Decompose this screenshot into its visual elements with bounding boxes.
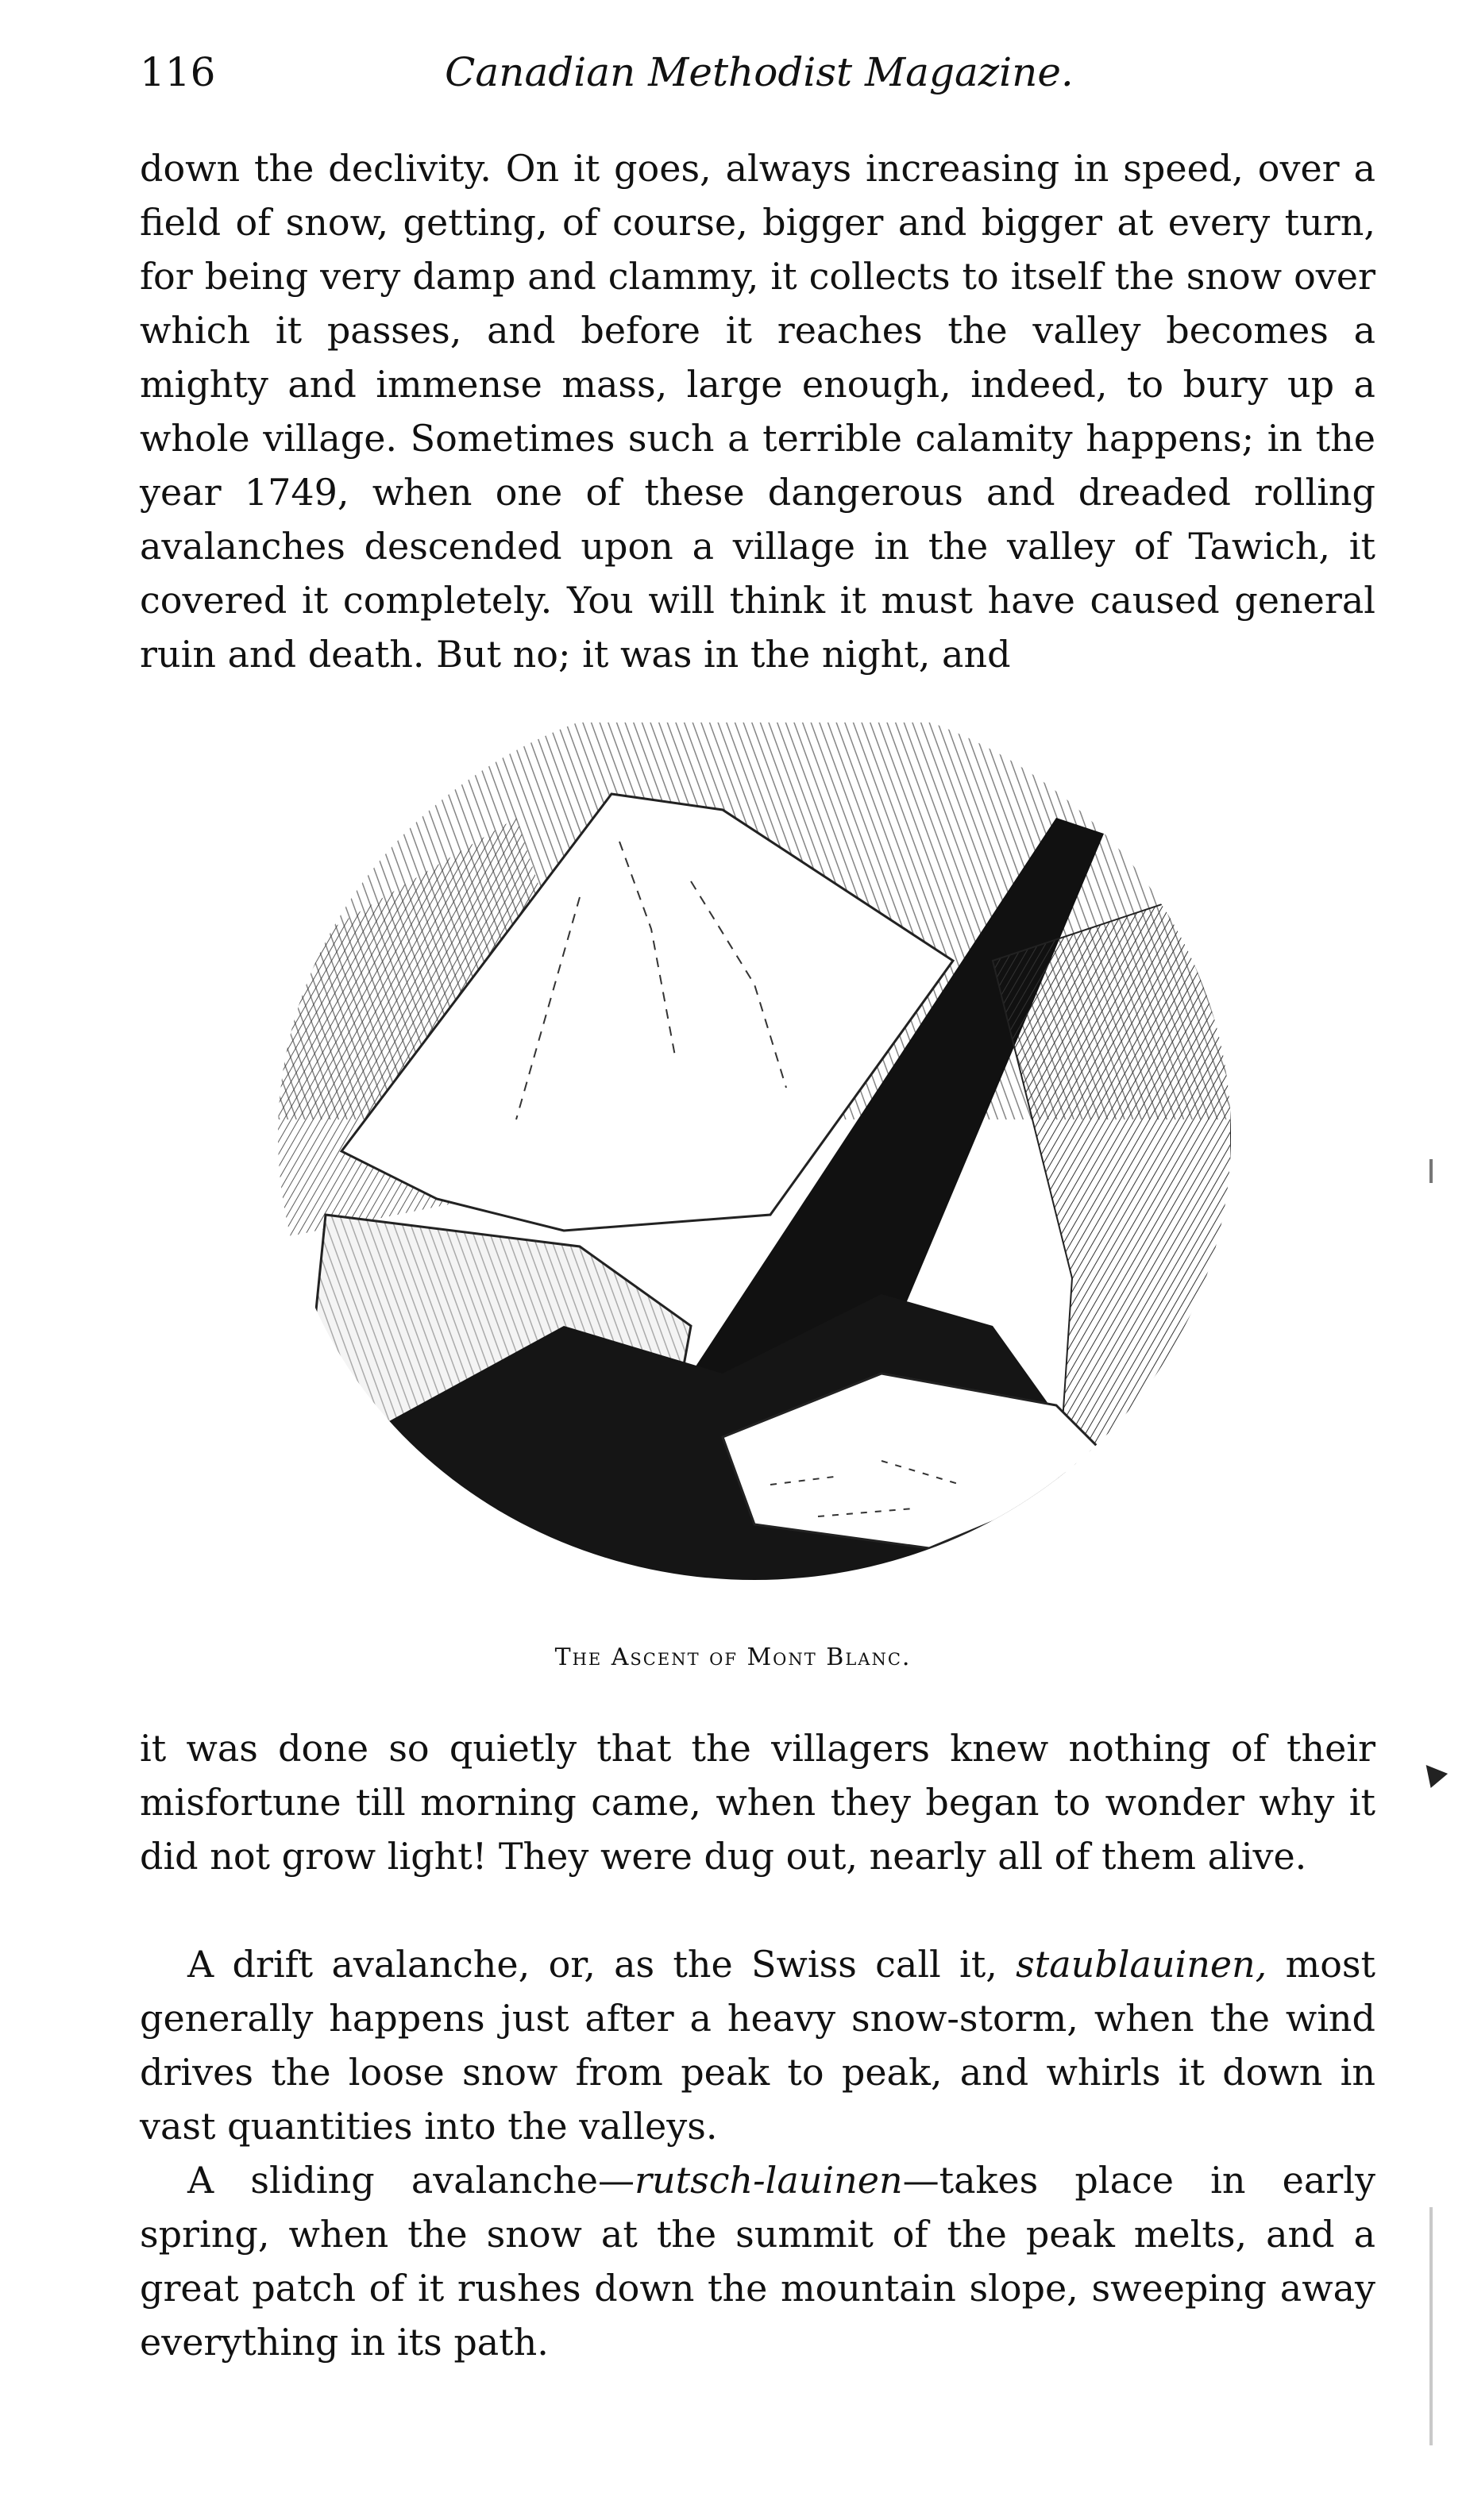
paragraph-drift-avalanche [140,1937,1375,2153]
margin-mark [1429,2207,1433,2445]
slide-text-end: —takes place in early spring, when the snow at the summit of the peak melts, and a great patch of it rushes down the mountain slope, sweeping away everything in its path. [140,2159,1375,2364]
paragraph-top: down the declivity. On it goes, always increasing in speed, over a field of snow, getting, of course, bigger and bigger at every turn, for being very damp and clammy, it collects to itself the snow over which it passes, and before it reaches the valley becomes a mighty and immense mass, large enough, indeed, to bury up a whole village. Sometimes such a terrible calamity happens; in the year 1749, when one of these dangerous and dreaded rolling avalanches descended upon a village in the valley of Tawich, it covered it completely. You will think it must have caused general ruin and death. But no; it was in the night, and [140,147,1375,676]
engraving-image [278,722,1231,1636]
paragraph-sliding-avalanche [140,2153,1375,2369]
figure-caption: The Ascent of Mont Blanc. [554,1643,912,1671]
page-number: 116 [140,49,216,95]
drift-term: staublauinen, [1016,1943,1267,1986]
mouse-cursor-icon [1418,1758,1448,1788]
page-header [140,49,1379,113]
drift-text-start: A drift avalanche, or, as the Swiss call it, [187,1943,1017,1986]
slide-term: rutsch-lauinen [635,2159,903,2202]
mont-blanc-illustration [278,722,1231,1636]
drift-text-end: most generally happens just after a heavy snow-storm, when the wind drives the loose snow from peak to peak, and whirls it down in vast quantities into the valleys. [140,1943,1376,2148]
running-title: Canadian Methodist Magazine. [445,49,1074,95]
slide-text-start: A sliding avalanche— [187,2159,635,2202]
margin-mark [1429,1159,1433,1183]
paragraph-continuation: it was done so quietly that the villagers knew nothing of their misfortune till morning came, when they began to wonder why it did not grow light! They were dug out, nearly all of them alive. [140,1727,1375,1878]
